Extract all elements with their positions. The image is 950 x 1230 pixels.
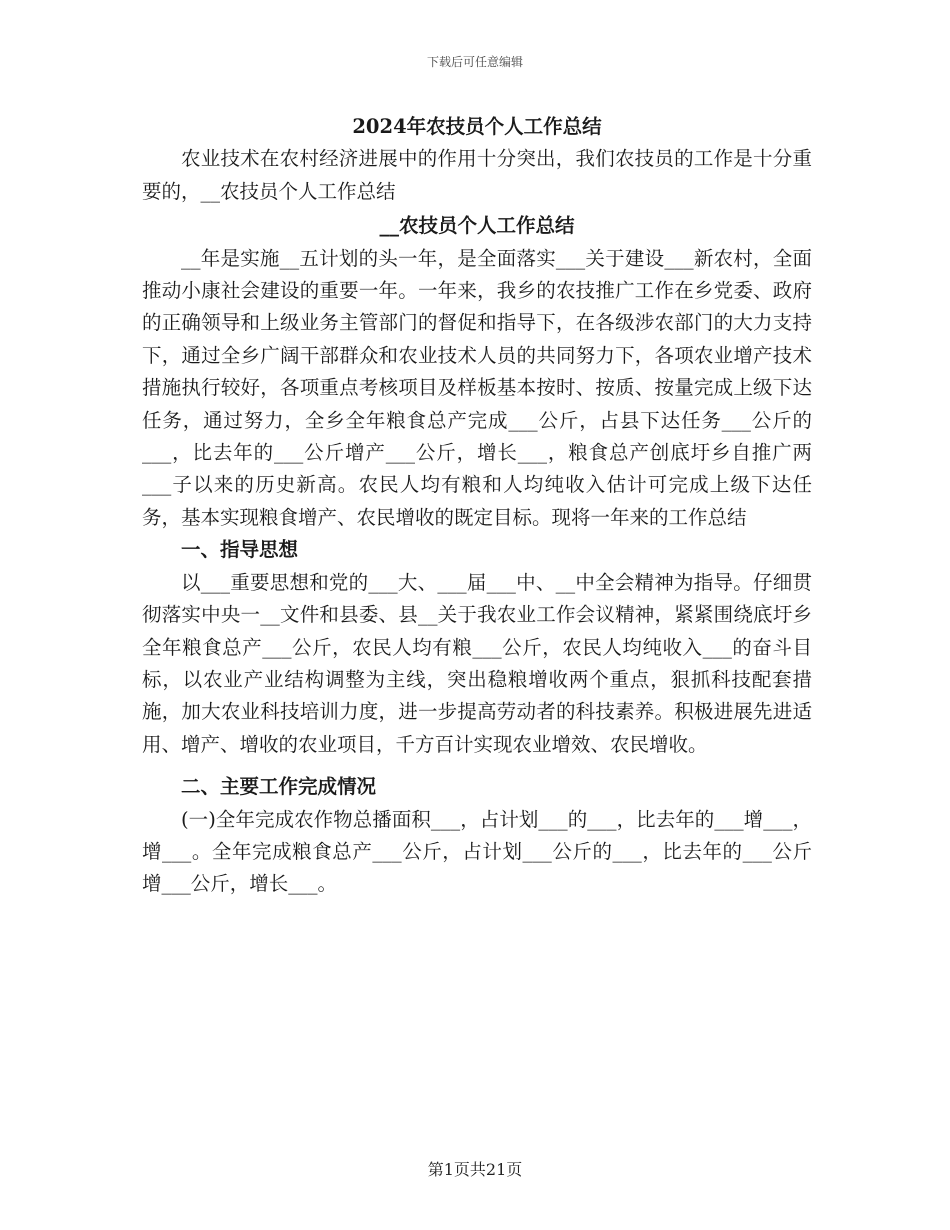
section-1-heading: 一、指导思想 [181, 538, 299, 562]
document-body [142, 111, 812, 901]
header-note: 下载后可任意编辑 [426, 55, 523, 69]
page-footer: 第1页共21页 [427, 1160, 523, 1179]
section-1-text: 以___重要思想和党的___大、___届___中、__中全会精神为指导。仔细贯彻落实中央一__文件和县委、县__关于我农业工作会议精神，紧紧围绕底圩乡全年粮食总产___公斤，农民人均有粮___公斤，农民人均纯收入___的奋斗目标，以农业产业结构调整为主线，突出稳粮增收两个重点，狠抓科技配套措施，加大农业科技培训力度，进一步提高劳动者的科技素养。积极进展先进适用、增产、增收的农业项目，千方百计实现农业增效、农民增收。 [142, 570, 812, 756]
document-subtitle: __农技员个人工作总结 [379, 214, 575, 238]
section-2-text: (一)全年完成农作物总播面积___，占计划___的___，比去年的___增___，增___。全年完成粮食总产___公斤，占计划___公斤的___，比去年的___公斤增___公斤，增长___。 [142, 807, 812, 896]
paragraph-1: __年是实施__五计划的头一年，是全面落实___关于建设___新农村，全面推动小康社会建设的重要一年。一年来，我乡的农技推广工作在乡党委、政府的正确领导和上级业务主管部门的督促和指导下，在各级涉农部门的大力支持下，通过全乡广阔干部群众和农业技术人员的共同努力下，各项农业增产技术措施执行较好，各项重点考核项目及样板基本按时、按质、按量完成上级下达任务，通过努力，全乡全年粮食总产完成___公斤，占县下达任务___公斤的___，比去年的___公斤增产___公斤，增长___，粮食总产创底圩乡自推广两___子以来的历史新高。农民人均有粮和人均纯收入估计可完成上级下达任务，基本实现粮食增产、农民增收的既定目标。现将一年来的工作总结 [142, 246, 812, 529]
intro-paragraph: 农业技术在农村经济进展中的作用十分突出，我们农技员的工作是十分重要的，__农技员个人工作总结 [142, 147, 812, 203]
document-title: 2024年农技员个人工作总结 [352, 115, 602, 138]
section-2-heading: 二、主要工作完成情况 [181, 775, 377, 799]
